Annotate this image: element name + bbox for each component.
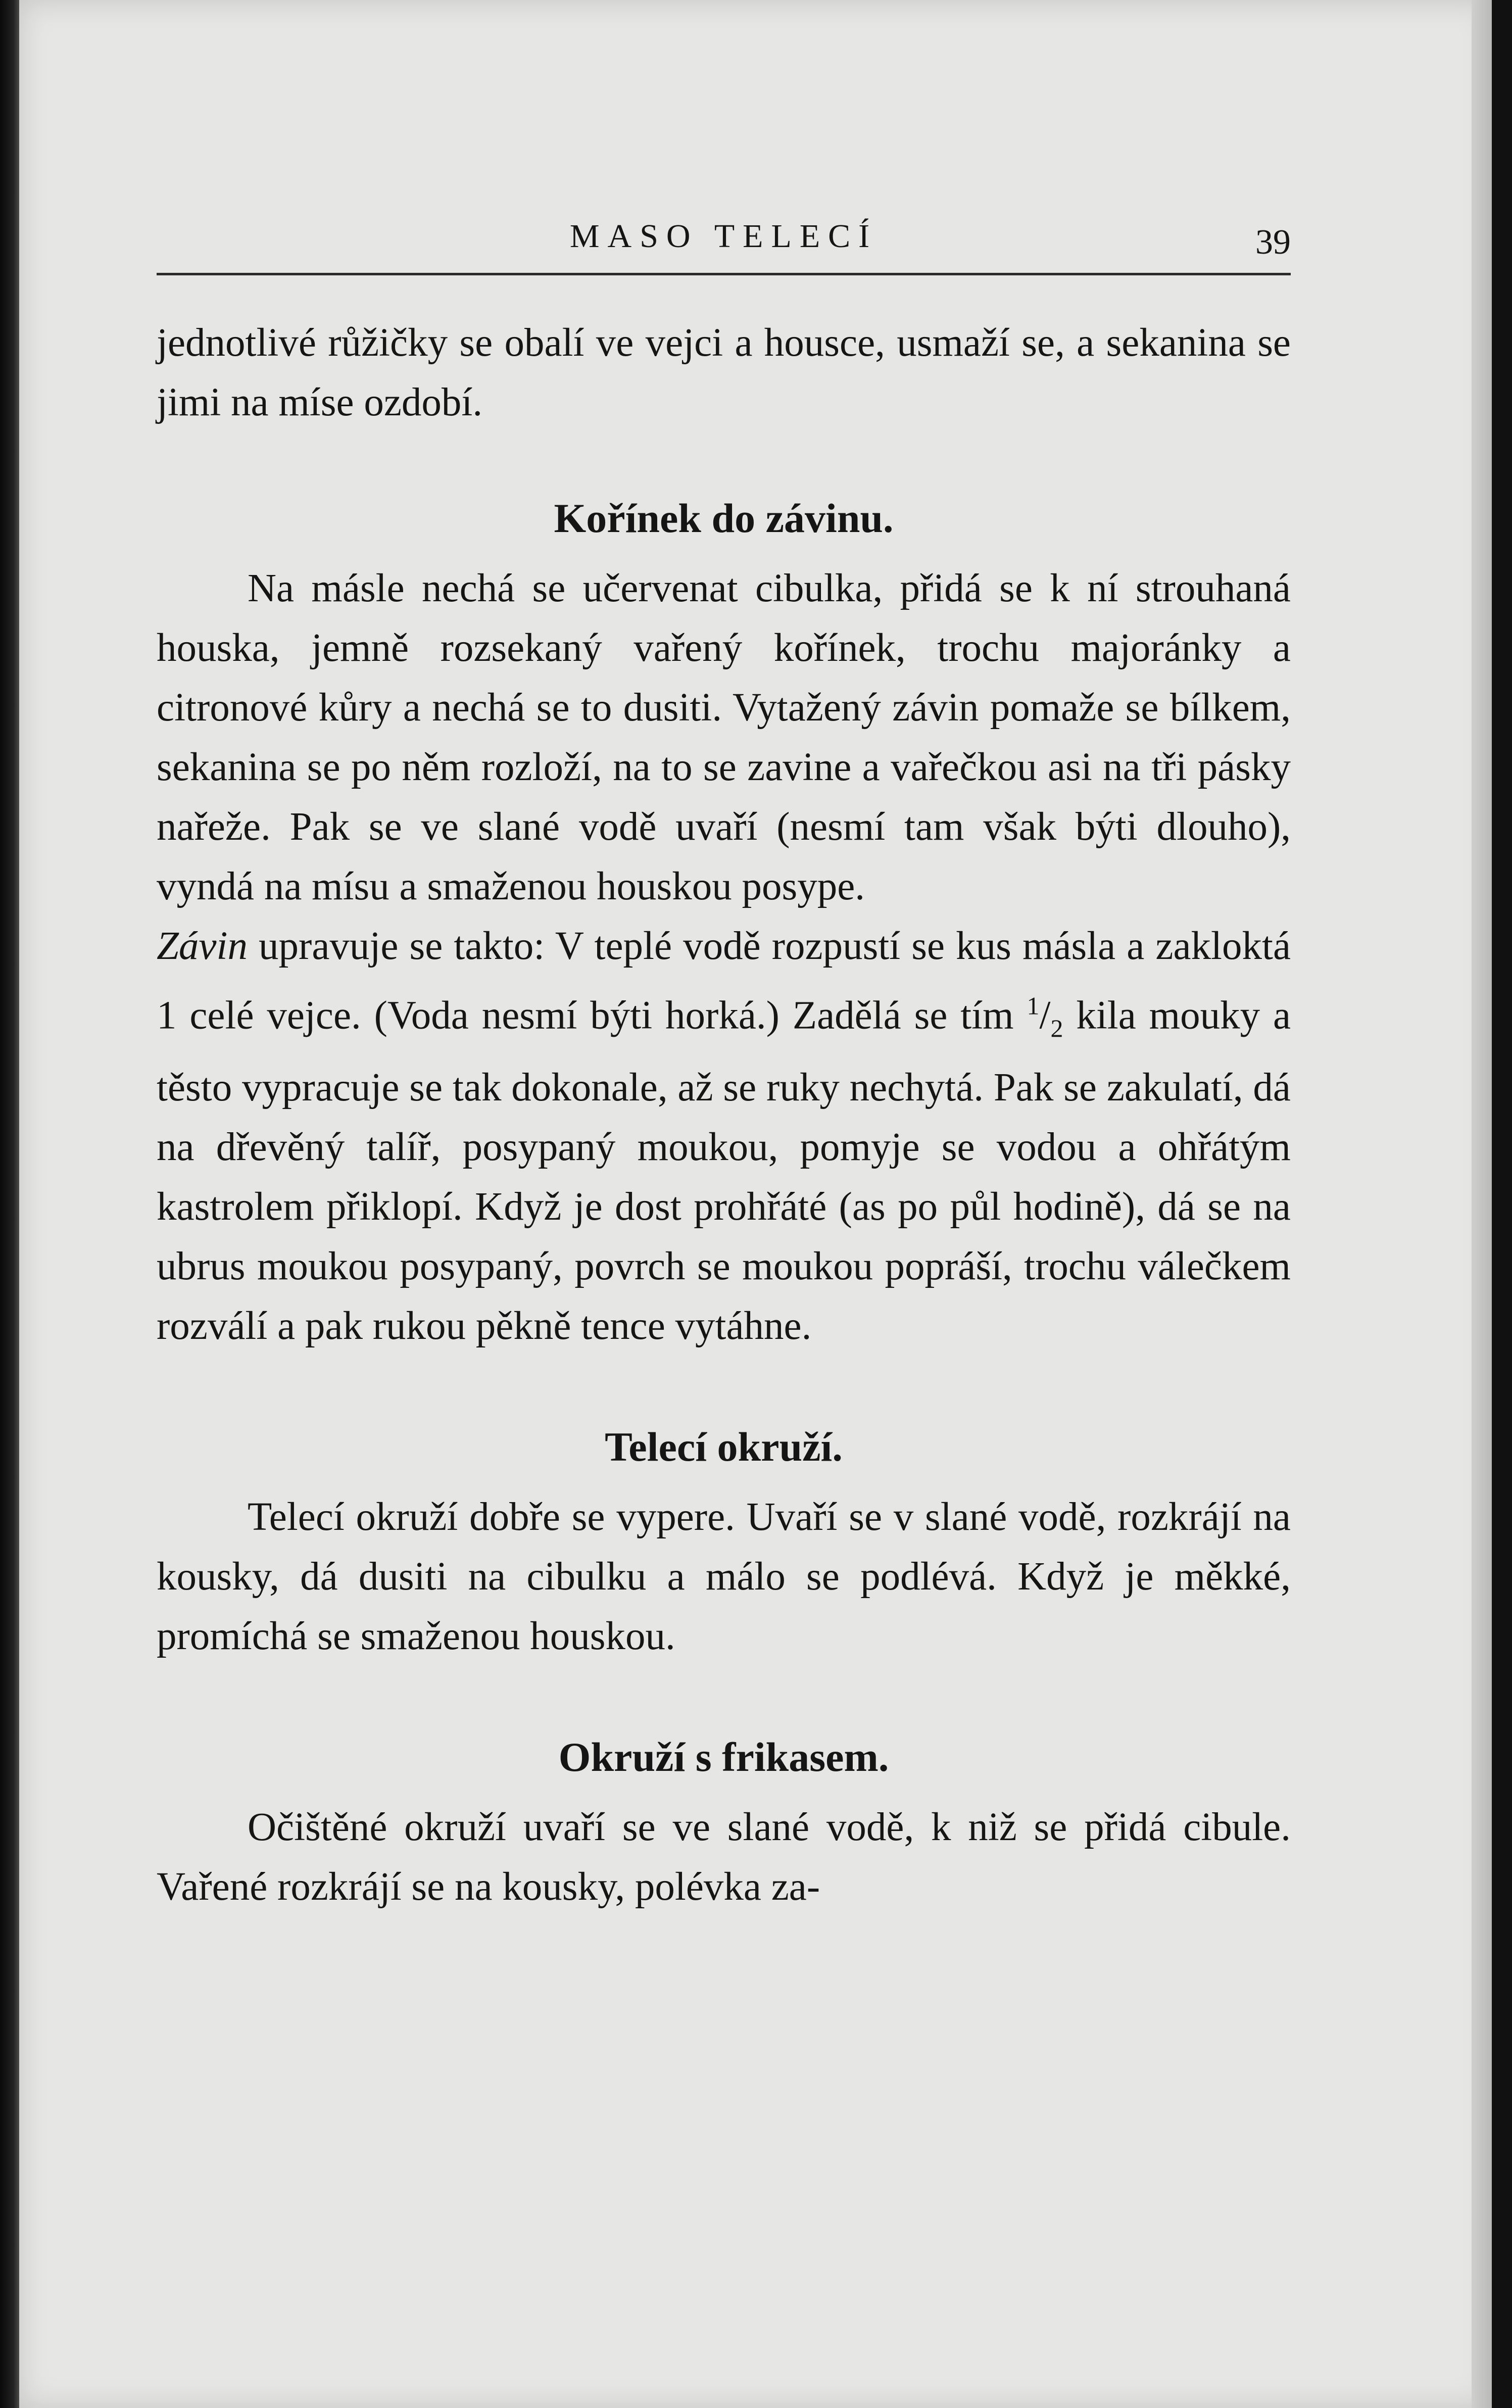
zavin-text-a: upravuje se takto: V teplé vodě rozpustí se kus másla a zakloktá 1 celé vejce. (Voda nesmí býti horká.) Zadělá se tím (157, 924, 1291, 1038)
zavin-text-b: kila mouky a těsto vypracuje se tak dokonale, až se ruky nechytá. Pak se zakulatí, dá na dřevěný talíř, posypaný moukou, pomyje se vodou a ohřátým kastrolem přiklopí. Když je dost prohřáté (as po půl hodině), dá se na ubrus moukou posypaný, povrch se moukou popráší, trochu válečkem rozválí a pak rukou pěkně tence vytáhne. (157, 993, 1291, 1349)
section-title-korinek: Kořínek do závinu. (554, 495, 894, 541)
paragraph-teleci-okruzi: Telecí okruží dobře se vypere. Uvaří se v slané vodě, rozkrájí na kousky, dá dusiti na cibulku a málo se podlévá. Když je měkké, promíchá se smaženou houskou. (157, 1495, 1291, 1659)
intro-paragraph: jednotlivé růžičky se obalí ve vejci a housce, usmaží se, a sekanina se jimi na míse ozdobí. (157, 321, 1291, 424)
page-number: 39 (1255, 223, 1291, 262)
paragraph-okruzi-s-frikasem: Očištěné okruží uvaří se ve slané vodě, k niž se přidá cibule. Vařené rozkrájí se na kousky, polévka za- (157, 1805, 1291, 1909)
paragraph-zavin (157, 917, 1291, 1356)
fraction-numerator: 1 (1027, 992, 1040, 1020)
paragraph-korinek: Na másle nechá se učervenat cibulka, přidá se k ní strouhaná houska, jemně rozsekaný vařený kořínek, trochu majoránky a citronové kůry a nechá se to dusiti. Vytažený závin pomaže se bílkem, sekanina se po něm rozloží, na to se zavine a vařečkou asi na tři pásky nařeže. Pak se ve slané vodě uvaří (nesmí tam však býti dlouho), vyndá na mísu a smaženou houskou posype. (157, 566, 1291, 908)
fraction-denominator: 2 (1050, 1014, 1063, 1043)
section-title-telecí-okruzi: Telecí okruží. (605, 1424, 843, 1470)
page-header (157, 217, 1291, 275)
book-gutter (0, 0, 19, 2408)
running-head: MASO TELECÍ (569, 218, 878, 255)
page-content (157, 217, 1291, 1917)
zavin-label: Závin (157, 924, 248, 968)
section-title-okruzi-s-frikasem: Okruží s frikasem. (558, 1734, 889, 1780)
page-edge (1472, 0, 1492, 2408)
half-fraction: $^1/_2$ (1027, 992, 1063, 1043)
